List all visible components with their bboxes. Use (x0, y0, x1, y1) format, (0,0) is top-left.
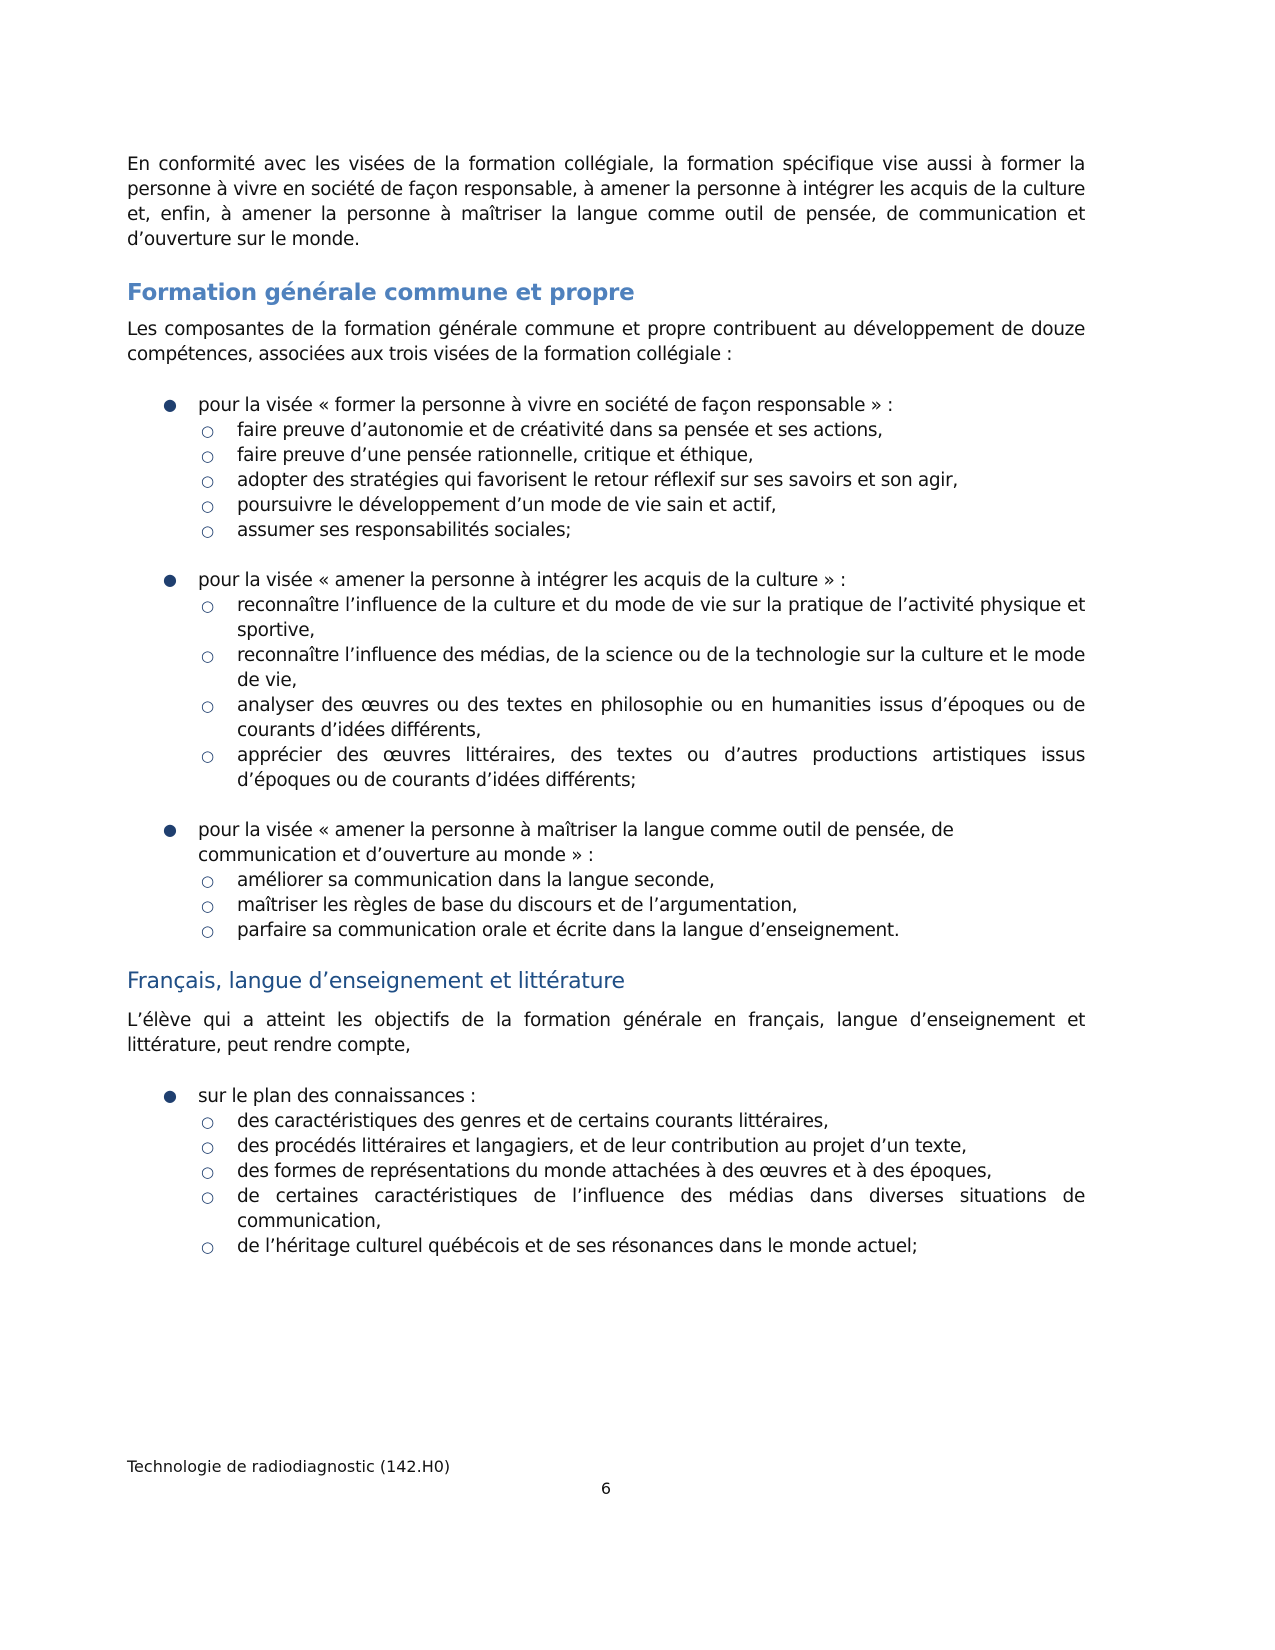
sub-list-item-text: reconnaître l’influence des médias, de la science ou de la technologie sur la culture et le mode de vie, (237, 645, 1085, 691)
sub-list (198, 868, 1085, 943)
section1-bullet-list (127, 393, 1085, 943)
sub-list-item (198, 443, 1085, 468)
intro-paragraph: En conformité avec les visées de la formation collégiale, la formation spécifique vise aussi à former la personne à vivre en société de façon responsable, à amener la personne à intégrer les acquis de la culture et, enfin, à amener la personne à maîtriser la langue comme outil de pensée, de communication et d’ouverture sur le monde. (127, 154, 1085, 250)
bullet-circle-icon: ○ (201, 897, 214, 915)
sub-list-item-text: maîtriser les règles de base du discours et de l’argumentation, (237, 895, 798, 916)
section1-paragraph: Les composantes de la formation générale commune et propre contribuent au développement de douze compétences, associées aux trois visées de la formation collégiale : (127, 319, 1085, 365)
sub-list-item-text: des procédés littéraires et langagiers, et de leur contribution au projet d’un texte, (237, 1136, 967, 1157)
sub-list-item-text: de l’héritage culturel québécois et de ses résonances dans le monde actuel; (237, 1236, 918, 1257)
sub-list-item-text: faire preuve d’une pensée rationnelle, critique et éthique, (237, 445, 754, 466)
sub-list-item-text: reconnaître l’influence de la culture et du mode de vie sur la pratique de l’activité physique et sportive, (237, 595, 1085, 641)
section2-paragraph: L’élève qui a atteint les objectifs de la formation générale en français, langue d’enseignement et littérature, peut rendre compte, (127, 1010, 1085, 1056)
sub-list (198, 1109, 1085, 1259)
sub-list-item (198, 518, 1085, 543)
section-heading-formation-generale: Formation générale commune et propre (127, 280, 635, 306)
bullet-circle-icon: ○ (201, 522, 214, 540)
bullet-circle-icon: ○ (201, 1163, 214, 1181)
sub-list-item-text: de certaines caractéristiques de l’influence des médias dans diverses situations de communication, (237, 1186, 1085, 1232)
sub-list (198, 418, 1085, 543)
bullet-circle-icon: ○ (201, 1188, 214, 1206)
sub-list-item-text: poursuivre le développement d’un mode de vie sain et actif, (237, 495, 777, 516)
bullet-circle-icon: ○ (201, 447, 214, 465)
bullet-dot-icon: ● (163, 820, 177, 839)
bullet-circle-icon: ○ (201, 422, 214, 440)
list-item-text: pour la visée « former la personne à vivre en société de façon responsable » : (198, 395, 894, 416)
sub-list-item-text: parfaire sa communication orale et écrite dans la langue d’enseignement. (237, 920, 900, 941)
page-number: 6 (600, 1479, 612, 1498)
list-item-text: pour la visée « amener la personne à maîtriser la langue comme outil de pensée, de communication et d’ouverture au monde » : (198, 820, 954, 866)
bullet-dot-icon: ● (163, 1086, 177, 1105)
bullet-circle-icon: ○ (201, 1113, 214, 1131)
list-item-text: sur le plan des connaissances : (198, 1086, 476, 1107)
sub-list-item (198, 1234, 1085, 1259)
bullet-circle-icon: ○ (201, 747, 214, 765)
sub-list-item (198, 693, 1085, 743)
sub-list-item-text: des caractéristiques des genres et de certains courants littéraires, (237, 1111, 829, 1132)
sub-list-item (198, 868, 1085, 893)
bullet-circle-icon: ○ (201, 1138, 214, 1156)
sub-list-item-text: apprécier des œuvres littéraires, des textes ou d’autres productions artistiques issus d’époques ou de courants d’idées différents; (237, 745, 1085, 791)
sub-list-item (198, 593, 1085, 643)
bullet-circle-icon: ○ (201, 497, 214, 515)
sub-list-item (198, 643, 1085, 693)
sub-list-item (198, 1159, 1085, 1184)
sub-list-item-text: adopter des stratégies qui favorisent le retour réflexif sur ses savoirs et son agir, (237, 470, 958, 491)
list-item (127, 818, 1085, 943)
sub-list-item-text: assumer ses responsabilités sociales; (237, 520, 572, 541)
bullet-dot-icon: ● (163, 570, 177, 589)
section2-bullet-list (127, 1084, 1085, 1259)
sub-list-item-text: analyser des œuvres ou des textes en philosophie ou en humanities issus d’époques ou de courants d’idées différents, (237, 695, 1085, 741)
bullet-circle-icon: ○ (201, 1238, 214, 1256)
sub-list (198, 593, 1085, 793)
sub-list-item (198, 468, 1085, 493)
sub-list-item (198, 1109, 1085, 1134)
sub-list-item (198, 418, 1085, 443)
list-item (127, 568, 1085, 793)
sub-list-item (198, 1134, 1085, 1159)
bullet-circle-icon: ○ (201, 872, 214, 890)
bullet-circle-icon: ○ (201, 472, 214, 490)
bullet-circle-icon: ○ (201, 697, 214, 715)
document-page (127, 152, 1085, 1284)
footer-program: Technologie de radiodiagnostic (142.H0) (127, 1457, 451, 1476)
list-item (127, 393, 1085, 543)
sub-list-item (198, 743, 1085, 793)
list-item (127, 1084, 1085, 1259)
sub-list-item-text: des formes de représentations du monde attachées à des œuvres et à des époques, (237, 1161, 992, 1182)
section-heading-francais: Français, langue d’enseignement et littérature (127, 969, 625, 994)
sub-list-item (198, 893, 1085, 918)
list-item-text: pour la visée « amener la personne à intégrer les acquis de la culture » : (198, 570, 846, 591)
bullet-circle-icon: ○ (201, 597, 214, 615)
sub-list-item-text: faire preuve d’autonomie et de créativité dans sa pensée et ses actions, (237, 420, 883, 441)
sub-list-item-text: améliorer sa communication dans la langue seconde, (237, 870, 715, 891)
bullet-circle-icon: ○ (201, 922, 214, 940)
bullet-dot-icon: ● (163, 395, 177, 414)
sub-list-item (198, 1184, 1085, 1234)
bullet-circle-icon: ○ (201, 647, 214, 665)
sub-list-item (198, 918, 1085, 943)
sub-list-item (198, 493, 1085, 518)
